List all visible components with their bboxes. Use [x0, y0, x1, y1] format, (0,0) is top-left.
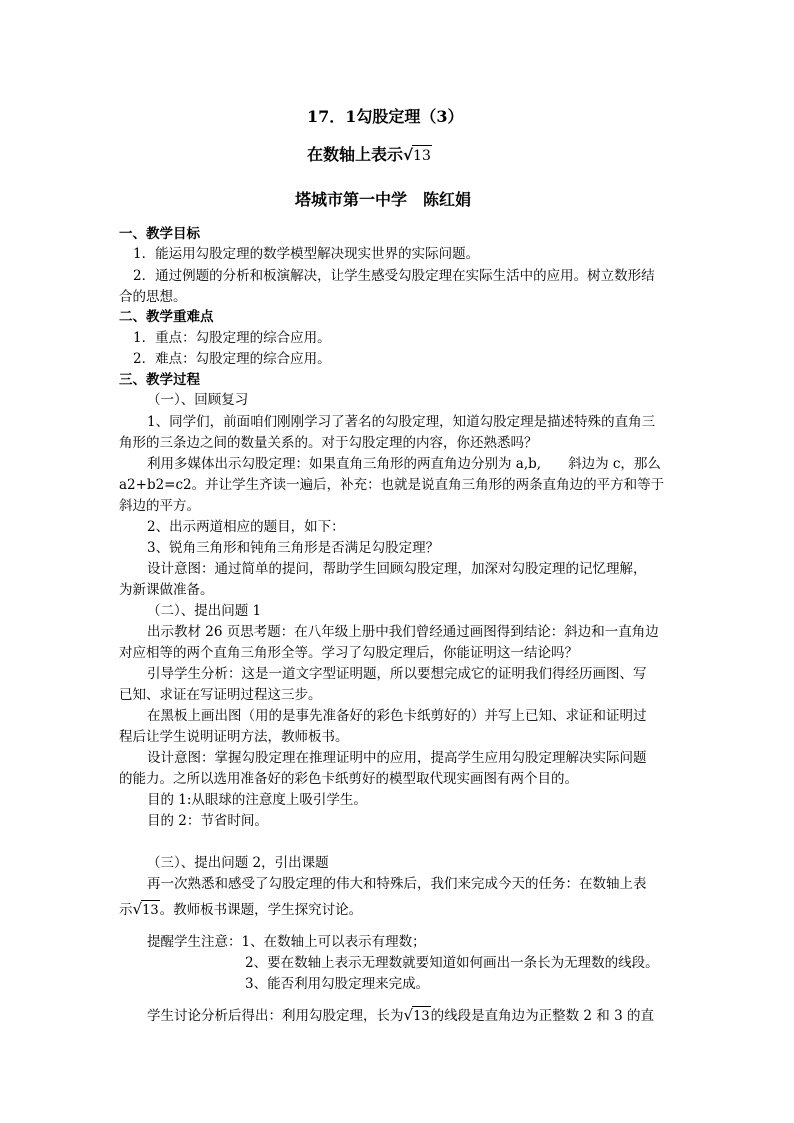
- paragraph-12-line-b: [119, 899, 362, 921]
- subsection-question-2: （三）、提出问题 2，引出课题: [147, 855, 329, 871]
- paragraph-2-line-b: a2+b2=c2。并让学生齐读一遍后，补充：也就是说直角三角形的两条直角边的平方和等于: [119, 477, 665, 493]
- paragraph-11: 目的 2：节省时间。: [147, 813, 268, 829]
- sqrt-13-symbol: √13: [403, 146, 431, 164]
- paragraph-14: 2、要在数轴上表示无理数就要知道如何画出一条长为无理数的线段。: [245, 955, 659, 971]
- paragraph-8-line-b: 程后让学生说明证明方法，教师板书。: [119, 729, 349, 745]
- subsection-question-1: （二）、提出问题 1: [147, 603, 262, 619]
- paragraph-10: 目的 1:从眼球的注意度上吸引学生。: [147, 792, 367, 808]
- goal-2-line-a: 2．通过例题的分析和板演解决，让学生感受勾股定理在实际生活中的应用。树立数形结: [133, 268, 655, 284]
- p16-prefix: 学生讨论分析后得出：利用勾股定理，长为: [147, 1008, 404, 1024]
- paragraph-13: 提醒学生注意：1、在数轴上可以表示有理数；: [147, 934, 426, 950]
- paragraph-9-line-b: 的能力。之所以选用准备好的彩色卡纸剪好的模型取代现实画图有两个目的。: [119, 771, 578, 787]
- paragraph-12-line-a: 再一次熟悉和感受了勾股定理的伟大和特殊后，我们来完成今天的任务：在数轴上表: [147, 876, 647, 892]
- goal-2-line-b: 合的思想。: [119, 289, 187, 305]
- paragraph-2-line-c: 斜边的平方。: [119, 498, 200, 514]
- doc-title: 17．1勾股定理（3）: [307, 107, 464, 126]
- doc-subtitle: [307, 145, 432, 166]
- paragraph-9-line-a: 设计意图：掌握勾股定理在推理证明中的应用，提高学生应用勾股定理解决实际问题: [147, 750, 647, 766]
- p16-suffix: 的线段是直角边为正整数 2 和 3 的直: [430, 1008, 654, 1024]
- paragraph-16: [147, 1005, 654, 1027]
- paragraph-8-line-a: 在黑板上画出图（用的是事先准备好的彩色卡纸剪好的）并写上已知、求证和证明过: [147, 708, 647, 724]
- radicand: 13: [412, 145, 432, 166]
- paragraph-5-line-b: 为新课做准备。: [119, 582, 214, 598]
- sqrt-13-symbol: √13: [404, 1005, 431, 1027]
- paragraph-6-line-b: 对应相等的两个直角三角形全等。学习了勾股定理后，你能证明这一结论吗？: [119, 645, 578, 661]
- p12-prefix: 示: [119, 902, 133, 918]
- radicand: 13: [412, 1006, 431, 1027]
- paragraph-2-line-a: 利用多媒体出示勾股定理：如果直角三角形的两直角边分别为 a,b, 斜边为 c，那么: [147, 456, 661, 472]
- subtitle-text: 在数轴上表示: [307, 145, 404, 164]
- paragraph-1-line-a: 1、同学们，前面咱们刚刚学习了著名的勾股定理，知道勾股定理是描述特殊的直角三: [147, 414, 656, 430]
- key-point-2: 2．难点：勾股定理的综合应用。: [133, 351, 331, 367]
- author-line: 塔城市第一中学 陈红娟: [295, 190, 472, 209]
- paragraph-5-line-a: 设计意图：通过简单的提问，帮助学生回顾勾股定理，加深对勾股定理的记忆理解，: [147, 561, 647, 577]
- radicand: 13: [141, 900, 160, 921]
- p12-suffix: 。教师板书课题，学生探究讨论。: [159, 902, 363, 918]
- paragraph-6-line-a: 出示教材 26 页思考题：在八年级上册中我们曾经通过画图得到结论：斜边和一直角边: [147, 624, 659, 640]
- paragraph-1-line-b: 角形的三条边之间的数量关系的。对于勾股定理的内容，你还熟悉吗？: [119, 435, 538, 451]
- paragraph-7-line-b: 已知、求证在写证明过程这三步。: [119, 687, 322, 703]
- sqrt-13-symbol: √13: [133, 899, 160, 921]
- paragraph-7-line-a: 引导学生分析：这是一道文字型证明题，所以要想完成它的证明我们得经历画图、写: [147, 666, 647, 682]
- section-heading-process: 三、教学过程: [119, 372, 200, 388]
- key-point-1: 1．重点：勾股定理的综合应用。: [133, 330, 331, 346]
- paragraph-3: 2、出示两道相应的题目，如下：: [147, 519, 345, 535]
- section-heading-goals: 一、教学目标: [119, 226, 200, 242]
- paragraph-15: 3、能否利用勾股定理来完成。: [245, 976, 430, 992]
- subsection-review: （一）、回顾复习: [147, 392, 249, 408]
- paragraph-4: 3、锐角三角形和钝角三角形是否满足勾股定理？: [147, 540, 440, 556]
- section-heading-key-points: 二、教学重难点: [119, 309, 214, 325]
- goal-1: 1．能运用勾股定理的数学模型解决现实世界的实际问题。: [133, 246, 480, 262]
